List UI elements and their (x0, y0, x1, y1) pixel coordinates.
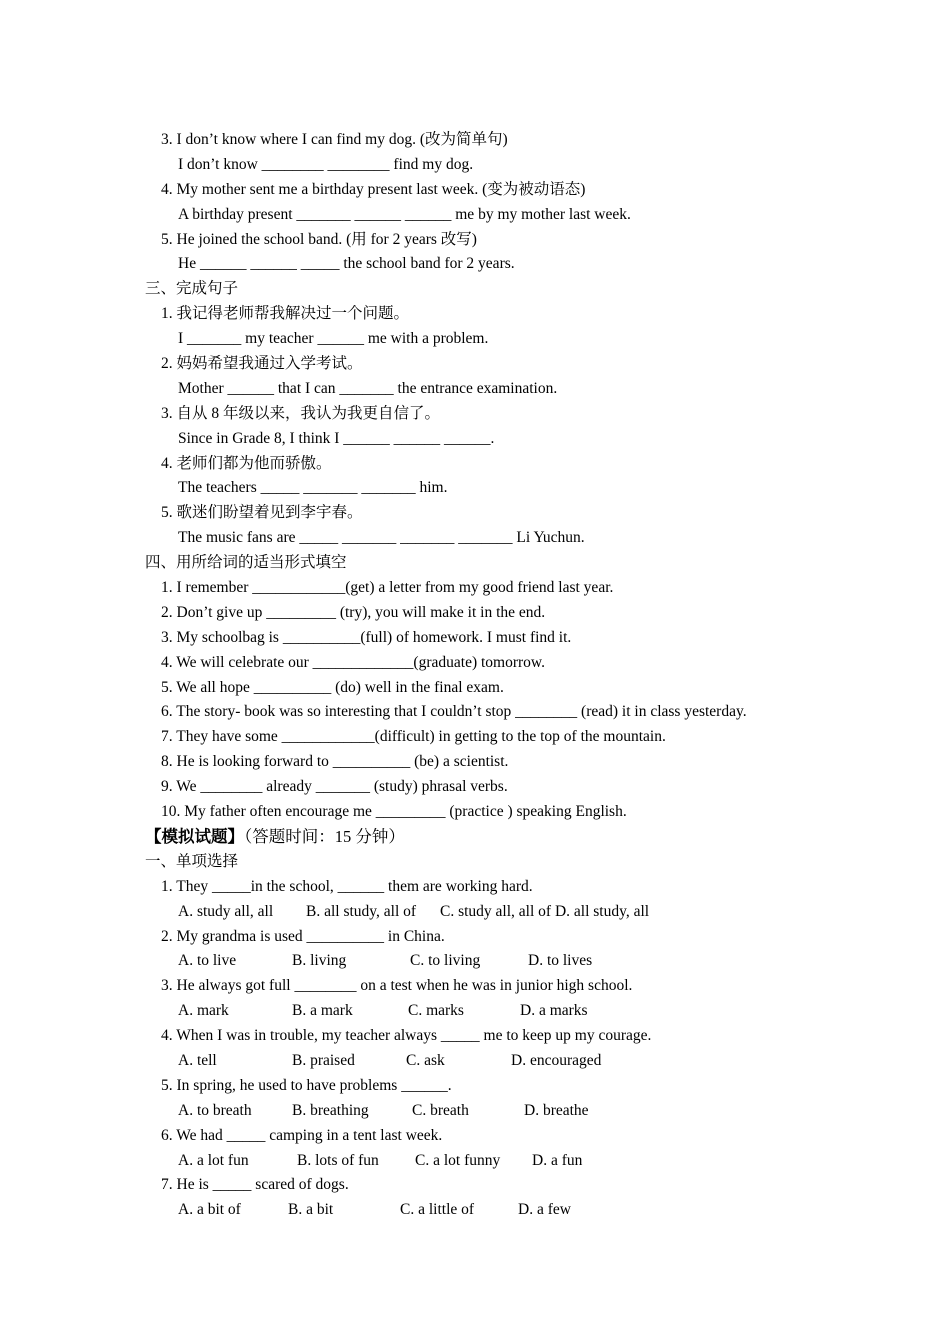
mc-question-3: 3. He always got full ________ on a test when he was in junior high school. (161, 977, 633, 995)
word-form-item-2: 2. Don’t give up _________ (try), you will make it in the end. (161, 603, 546, 621)
mc-options-5 (145, 1099, 845, 1124)
word-form-item-9: 9. We ________ already _______ (study) phrasal verbs. (161, 778, 508, 796)
mc-option: D. to lives (528, 952, 593, 970)
complete-question-2: 2. 妈妈希望我通过入学考试。 (161, 355, 363, 373)
word-form-item-5: 5. We all hope __________ (do) well in the final exam. (161, 678, 504, 696)
mc-option: B. living (292, 952, 347, 970)
word-form-item-8: 8. He is looking forward to __________ (be) a scientist. (161, 753, 509, 771)
mc-option: D. encouraged (511, 1051, 602, 1069)
mc-option: C. breath (412, 1101, 469, 1119)
mc-option: A. study all, all (178, 902, 274, 920)
rewrite-answer-3: I don’t know ________ ________ find my dog. (178, 155, 474, 173)
complete-question-3: 3. 自从 8 年级以来，我认为我更自信了。 (161, 404, 441, 422)
mc-option: A. to live (178, 952, 237, 970)
mc-options-3 (145, 999, 845, 1024)
rewrite-answer-4: A birthday present _______ ______ ______ me by my mother last week. (178, 205, 631, 223)
rewrite-question-4: 4. My mother sent me a birthday present last week. (变为被动语态) (161, 180, 586, 198)
word-form-item-6: 6. The story- book was so interesting that I couldn’t stop ________ (read) it in class yesterday. (161, 703, 747, 721)
mc-question-2: 2. My grandma is used __________ in China. (161, 927, 445, 945)
mc-option: D. a fun (532, 1151, 583, 1169)
rewrite-question-3: 3. I don’t know where I can find my dog. (改为简单句) (161, 131, 508, 148)
section-heading-complete-sentences: 三、完成句子 (145, 280, 239, 298)
mc-option: C. marks (408, 1002, 464, 1020)
worksheet-content (145, 128, 845, 1223)
mc-option: C. a little of (400, 1201, 475, 1219)
complete-question-4: 4. 老师们都为他而骄傲。 (161, 454, 332, 472)
rewrite-question-5: 5. He joined the school band. (用 for 2 years 改写) (161, 230, 477, 248)
mc-option: B. praised (292, 1051, 355, 1069)
mc-question-6: 6. We had _____ camping in a tent last week. (161, 1126, 443, 1144)
complete-answer-4: The teachers _____ _______ _______ him. (178, 479, 448, 497)
mc-question-7: 7. He is _____ scared of dogs. (161, 1176, 349, 1194)
mc-option: C. ask (406, 1051, 445, 1069)
mc-option: C. to living (410, 952, 481, 970)
mc-question-5: 5. In spring, he used to have problems ______. (161, 1076, 452, 1094)
word-form-item-7: 7. They have some ____________(difficult) in getting to the top of the mountain. (161, 728, 666, 746)
mc-options-7 (145, 1198, 845, 1223)
mock-test-heading (145, 825, 845, 850)
mc-option: D. breathe (524, 1101, 589, 1119)
mc-option: C. study all, all of (440, 902, 552, 920)
word-form-item-10: 10. My father often encourage me _________ (practice ) speaking English. (161, 803, 627, 821)
mc-question-4: 4. When I was in trouble, my teacher always _____ me to keep up my courage. (161, 1027, 652, 1045)
word-form-item-3: 3. My schoolbag is __________(full) of homework. I must find it. (161, 628, 572, 646)
mc-option: B. lots of fun (297, 1151, 379, 1169)
complete-answer-1: I _______ my teacher ______ me with a problem. (178, 330, 489, 348)
mc-option: B. all study, all of (306, 902, 417, 920)
mc-option: A. a lot fun (178, 1151, 249, 1169)
section-heading-word-forms: 四、用所给词的适当形式填空 (145, 554, 347, 572)
mock-test-title: 【模拟试题】 (145, 826, 244, 846)
complete-answer-5: The music fans are _____ _______ _______ _______ Li Yuchun. (178, 529, 585, 547)
complete-answer-3: Since in Grade 8, I think I ______ ______ ______. (178, 429, 495, 447)
rewrite-answer-5: He ______ ______ _____ the school band for 2 years. (178, 255, 515, 273)
mc-option: A. a bit of (178, 1201, 241, 1219)
mc-options-1 (145, 900, 845, 925)
complete-question-5: 5. 歌迷们盼望着见到李宇春。 (161, 504, 363, 522)
complete-question-1: 1. 我记得老师帮我解决过一个问题。 (161, 305, 410, 323)
mc-options-2 (145, 949, 845, 974)
mc-options-6 (145, 1149, 845, 1174)
mc-option: D. all study, all (554, 902, 650, 920)
section-heading-multiple-choice: 一、单项选择 (145, 852, 239, 870)
mc-option: B. a mark (292, 1002, 353, 1020)
mc-question-1: 1. They _____in the school, ______ them are working hard. (161, 877, 533, 895)
word-form-item-4: 4. We will celebrate our _____________(graduate) tomorrow. (161, 653, 545, 671)
mc-option: A. to breath (178, 1101, 252, 1119)
mock-test-time: （答题时间：15 分钟） (244, 826, 405, 846)
mc-option: C. a lot funny (415, 1151, 501, 1169)
mc-option: B. a bit (288, 1201, 334, 1219)
mc-option: A. mark (178, 1002, 229, 1020)
mc-option: A. tell (178, 1051, 217, 1069)
mc-option: D. a marks (520, 1002, 588, 1020)
mc-options-4 (145, 1049, 845, 1074)
mc-option: B. breathing (292, 1101, 369, 1119)
complete-answer-2: Mother ______ that I can _______ the entrance examination. (178, 379, 558, 397)
mc-option: D. a few (518, 1201, 571, 1219)
word-form-item-1: 1. I remember ____________(get) a letter from my good friend last year. (161, 579, 614, 597)
